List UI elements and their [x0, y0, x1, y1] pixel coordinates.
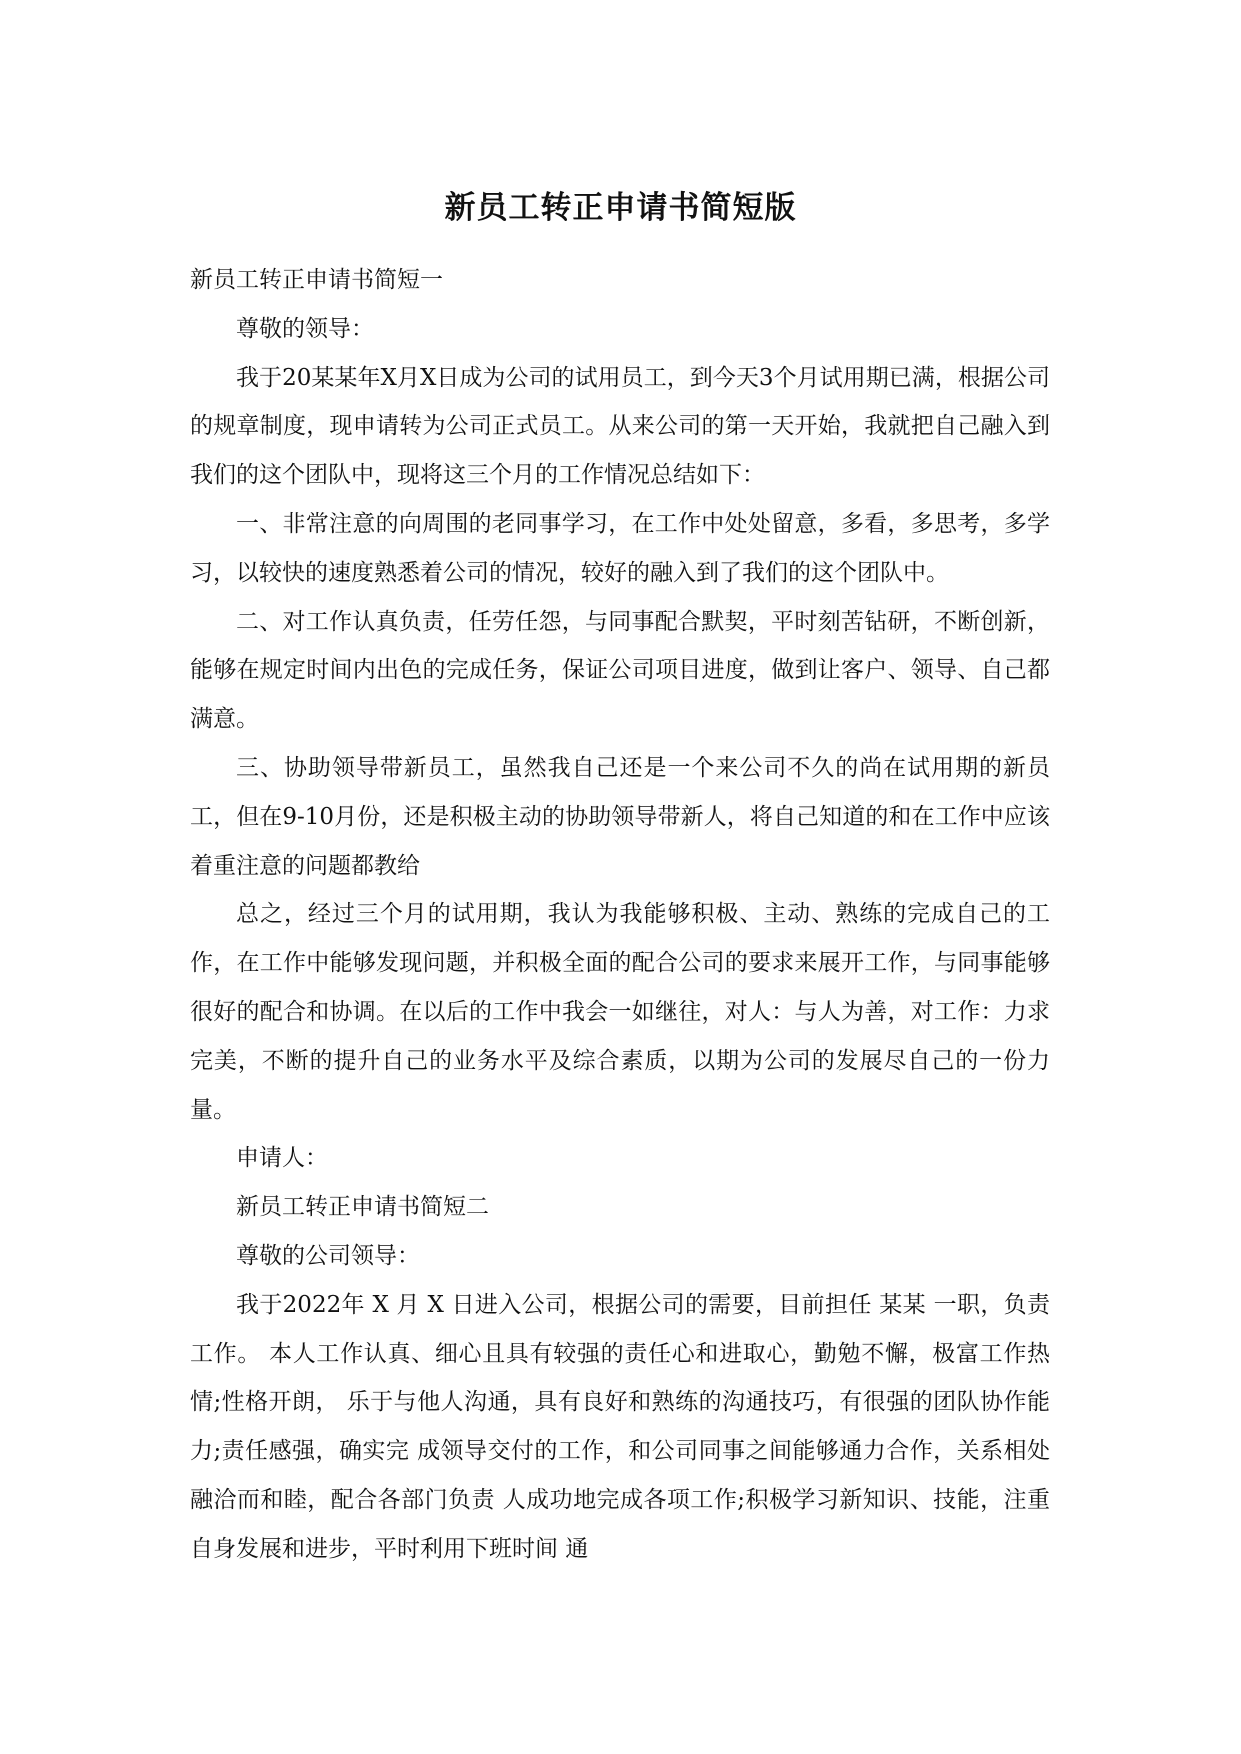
paragraph-second-intro: 我于2022年 X 月 X 日进入公司，根据公司的需要，目前担任 某某 一职，负责 工作。 本人工作认真、细心且具有较强的责任心和进取心，勤勉不懈，极富工作热情;性格开朗， 乐于与他人沟通，具有良好和熟练的沟通技巧，有很强的团队协作能力;责任感强，确实完 成领导交付的工作，和公司同事之间能够通力合作，关系相处融洽而和睦，配合各部门负责 人成功地完成各项工作;积极学习新知识、技能，注重自身发展和进步，平时利用下班时间 通 [190, 1291, 1050, 1562]
paragraph-point-one: 一、非常注意的向周围的老同事学习，在工作中处处留意，多看，多思考，多学习，以较快的速度熟悉着公司的情况，较好的融入到了我们的这个团队中。 [190, 510, 1050, 586]
salutation-one: 尊敬的领导： [236, 315, 374, 342]
section-heading-two: 新员工转正申请书简短二 [236, 1194, 489, 1221]
document-title: 新员工转正申请书简短版 [444, 190, 797, 226]
paragraph-intro: 我于20某某年X月X日成为公司的试用员工，到今天3个月试用期已满，根据公司的规章制度，现申请转为公司正式员工。从来公司的第一天开始，我就把自己融入到我们的这个团队中，现将这三个月的工作情况总结如下： [190, 364, 1050, 489]
paragraph-summary: 总之，经过三个月的试用期，我认为我能够积极、主动、熟练的完成自己的工作，在工作中能够发现问题，并积极全面的配合公司的要求来展开工作，与同事能够很好的配合和协调。在以后的工作中我会一如继往，对人：与人为善，对工作：力求完美，不断的提升自己的业务水平及综合素质，以期为公司的发展尽自己的一份力量。 [190, 901, 1050, 1123]
section-heading-one: 新员工转正申请书简短一 [190, 267, 443, 293]
document-body [190, 256, 1050, 1574]
salutation-two: 尊敬的公司领导： [236, 1242, 420, 1269]
paragraph-point-three: 三、协助领导带新员工，虽然我自己还是一个来公司不久的尚在试用期的新员工，但在9-10月份，还是积极主动的协助领导带新人，将自己知道的和在工作中应该着重注意的问题都教给 [190, 754, 1050, 879]
paragraph-point-two: 二、对工作认真负责，任劳任怨，与同事配合默契，平时刻苦钻研，不断创新，能够在规定时间内出色的完成任务，保证公司项目进度，做到让客户、领导、自己都满意。 [190, 608, 1050, 733]
applicant-label: 申请人： [236, 1145, 328, 1172]
